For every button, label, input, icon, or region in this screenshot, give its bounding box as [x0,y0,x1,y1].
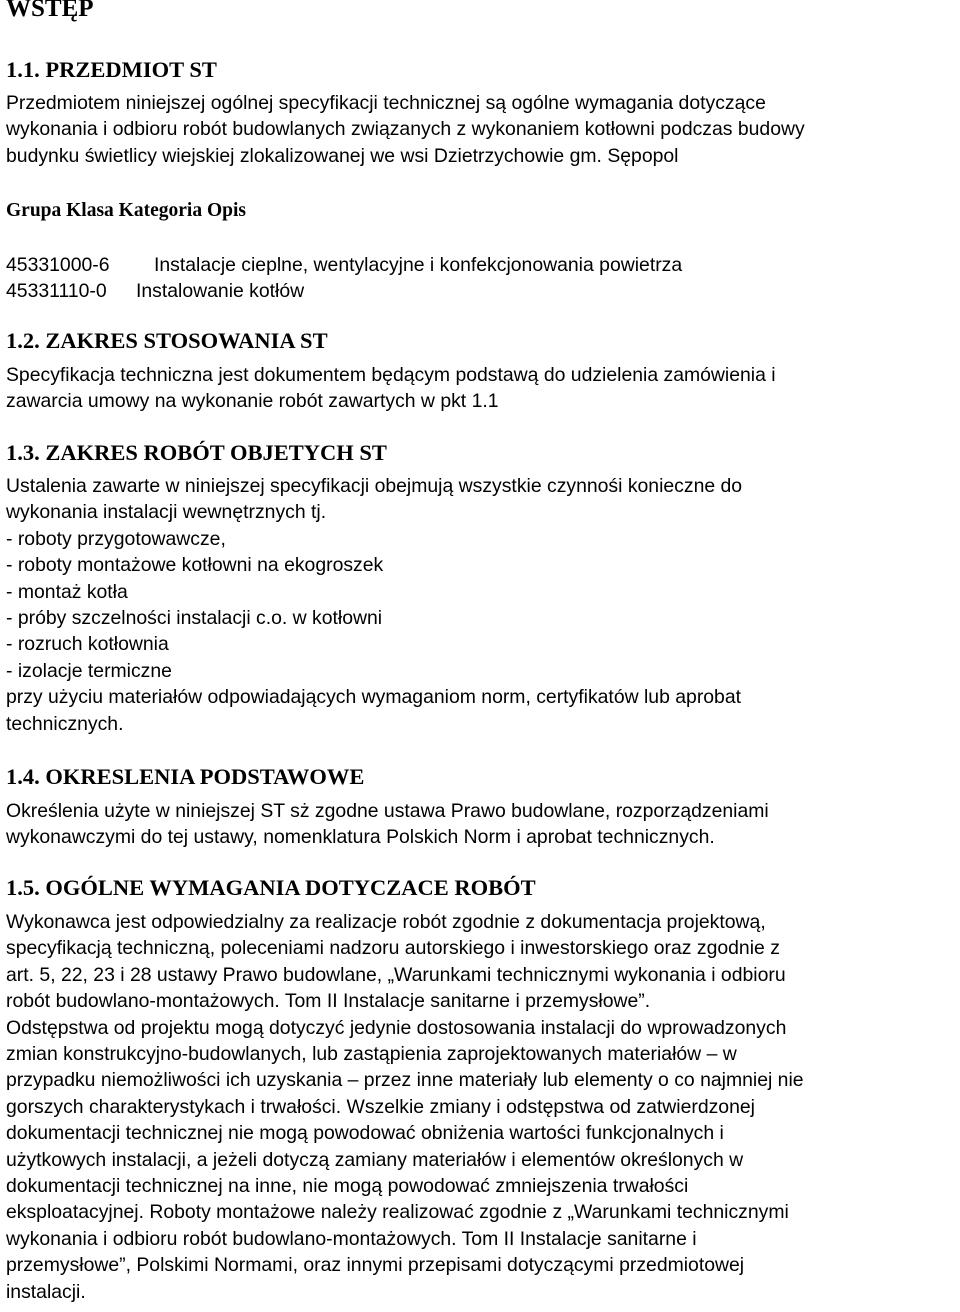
section-heading-1-4: 1.4. OKRESLENIA PODSTAWOWE [6,764,365,789]
text-line: budynku świetlicy wiejskiej zlokalizowanej we wsi Dzietrzychowie gm. Sępopol [6,144,679,167]
text-line: zawarcia umowy na wykonanie robót zawartych w pkt 1.1 [6,390,499,413]
text-line: Specyfikacja techniczna jest dokumentem będącym podstawą do udzielenia zamówienia i [6,364,776,386]
section-heading-1-1: 1.1. PRZEDMIOT ST [6,57,217,82]
text-line: Wykonawca jest odpowiedzialny za realizacje robót zgodnie z dokumentacja projektową, [6,911,766,933]
list-item: - roboty montażowe kotłowni na ekogroszek [6,554,384,577]
text-line: przypadku niemożliwości ich uzyskania – przez inne materiały lub elementy o co najmniej nie [6,1069,804,1092]
text-line: użytkowych instalacji, a jeżeli dotyczą zamiany materiałów i elementów określonych w [6,1148,744,1171]
cpv-description: Instalacje cieplne, wentylacyjne i konfekcjonowania powietrza [154,254,683,276]
cpv-code: 45331000-6 [6,254,110,276]
text-line: wykonania instalacji wewnętrznych tj. [6,501,327,524]
text-line: zmian konstrukcyjno-budowlanych, lub zastąpienia zaprojektowanych materiałów – w [6,1043,737,1066]
section-body-1-4 [6,798,769,851]
list-item: - izolacje termiczne [6,659,172,682]
section-heading-1-3: 1.3. ZAKRES ROBÓT OBJETYCH ST [6,440,387,465]
text-line: robót budowlano-montażowych. Tom II Instalacje sanitarne i przemysłowe”. [6,990,651,1013]
text-line: Określenia użyte w niniejszej ST sż zgodne ustawa Prawo budowlane, rozporządzeniami [6,800,769,822]
text-line: Ustalenia zawarte w niniejszej specyfikacji obejmują wszystkie czynnośi konieczne do [6,475,743,497]
classification-row [6,278,304,304]
intro-heading: WSTĘP [6,0,94,22]
classification-header: Grupa Klasa Kategoria Opis [6,200,246,221]
section-heading-1-2: 1.2. ZAKRES STOSOWANIA ST [6,328,328,353]
list-item: - próby szczelności instalacji c.o. w kotłowni [6,607,383,630]
section-body-1-2 [6,362,776,415]
text-line: dokumentacji technicznej na inne, nie mogą powodować zmniejszenia trwałości [6,1175,689,1198]
text-line: art. 5, 22, 23 i 28 ustawy Prawo budowlane, „Warunkami technicznymi wykonania i odbioru [6,963,786,986]
text-line: dokumentacji technicznej nie mogą powodować obniżenia wartości funkcjonalnych i [6,1122,724,1145]
cpv-code: 45331110-0 [6,280,107,302]
text-line: wykonania i odbioru robót budowlanych związanych z wykonaniem kotłowni podczas budowy [6,118,805,141]
cpv-description: Instalowanie kotłów [136,280,305,302]
text-line: przy użyciu materiałów odpowiadających wymaganiom norm, certyfikatów lub aprobat [6,686,742,709]
text-line: gorszych charakterystykach i trwałości. Wszelkie zmiany i odstępstwa od zatwierdzonej [6,1095,755,1118]
text-line: Przedmiotem niniejszej ogólnej specyfikacji technicznej są ogólne wymagania dotyczące [6,92,766,114]
text-line: technicznych. [6,712,124,735]
list-item: - roboty przygotowawcze, [6,527,226,550]
section-body-1-3 [6,473,742,737]
text-line: specyfikacją techniczną, poleceniami nadzoru autorskiego i inwestorskiego oraz zgodnie z [6,937,780,960]
section-body-1-5 [6,909,804,1305]
section-heading-1-5: 1.5. OGÓLNE WYMAGANIA DOTYCZACE ROBÓT [6,875,536,900]
text-line: instalacji. [6,1280,86,1303]
text-line: Odstępstwa od projektu mogą dotyczyć jedynie dostosowania instalacji do wprowadzonych [6,1016,787,1039]
list-item: - rozruch kotłownia [6,633,169,656]
list-item: - montaż kotła [6,580,128,603]
text-line: wykonawczymi do tej ustawy, nomenklatura Polskich Norm i aprobat technicznych. [6,826,715,849]
section-body-1-1 [6,90,805,169]
classification-row [6,252,682,278]
text-line: eksploatacyjnej. Roboty montażowe należy realizować zgodnie z „Warunkami technicznymi [6,1201,789,1224]
text-line: przemysłowe”, Polskimi Normami, oraz innymi przepisami dotyczącymi przedmiotowej [6,1254,745,1277]
text-line: wykonania i odbioru robót budowlano-montażowych. Tom II Instalacje sanitarne i [6,1227,697,1250]
